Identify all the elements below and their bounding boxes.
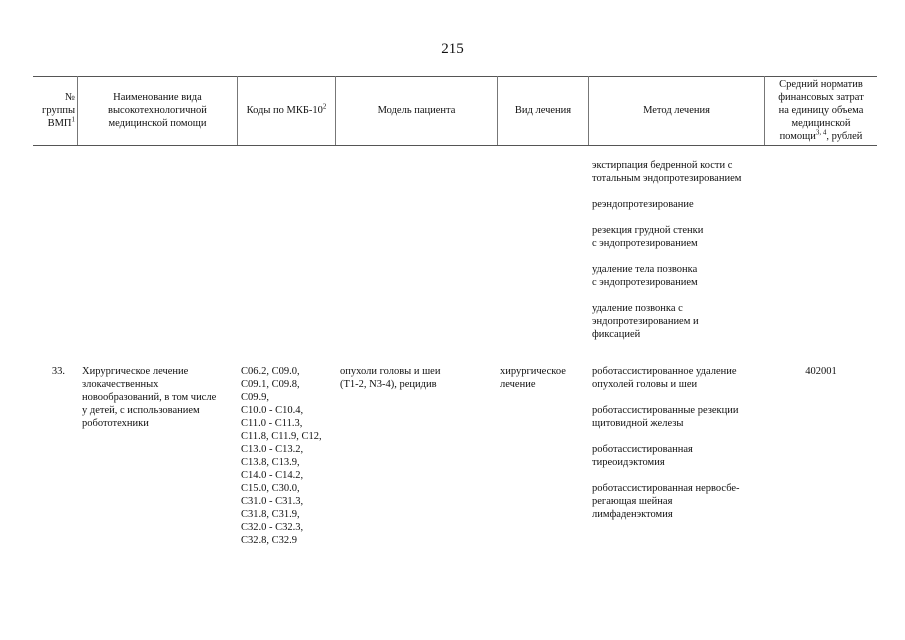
row-method-list [592, 365, 740, 534]
table-header-bottom-border [33, 145, 877, 146]
method-item: удаление позвонка с эндопротезированием и фиксацией [592, 303, 699, 340]
page-number: 215 [441, 41, 464, 57]
continued-method-list [592, 159, 741, 354]
row-patient-model: опухоли головы и шеи (T1-2, N3-4), рецидив [340, 366, 441, 390]
row-cost: 402001 [805, 366, 837, 377]
row-care-type: Хирургическое лечение злокачественных новообразований, в том числе у детей, с использованием робототехники [82, 366, 217, 429]
header-patient-model: Модель пациента [377, 105, 456, 116]
header-treatment-type: Вид лечения [514, 105, 572, 116]
header-group-number: № группы ВМП$^1$ [42, 92, 75, 129]
method-item: экстирпация бедренной кости с тотальным эндопротезированием [592, 160, 742, 184]
row-number: 33. [51, 366, 65, 377]
method-item: резекция грудной стенки с эндопротезированием [592, 225, 704, 249]
method-item: реэндопротезирование [592, 199, 694, 210]
header-cost: Средний норматив финансовых затрат на единицу объема медицинской помощи$^{3, 4}$, рублей [778, 79, 864, 142]
method-item: удаление тела позвонка с эндопротезированием [592, 264, 698, 288]
method-item: роботассистированное удаление опухолей головы и шеи [592, 366, 737, 390]
method-item: роботассистированная нервосбе- регающая шейная лимфаденэктомия [592, 483, 740, 520]
method-item: роботассистированная тиреоидэктомия [592, 444, 693, 468]
header-icd-codes: Коды по МКБ-$10^2$ [246, 102, 327, 116]
row-treatment-type: хирургическое лечение [500, 366, 566, 390]
method-item: роботассистированные резекции щитовидной железы [592, 405, 739, 429]
header-care-type: Наименование вида высокотехнологичной медицинской помощи [108, 92, 207, 129]
header-treatment-method: Метод лечения [643, 105, 710, 116]
row-icd-codes: C06.2, C09.0, C09.1, C09.8, C09.9, C10.0 - C10.4, C11.0 - C11.3, C11.8, C11.9, C12, C13.0 - C13.2, C13.8, C13.9, C14.0 - C14.2, C15.0, C30.0, C31.0 - C31.3, C31.8, C31.9, C32.0 - C32.3, C32.8, C32.9 [241, 366, 322, 546]
